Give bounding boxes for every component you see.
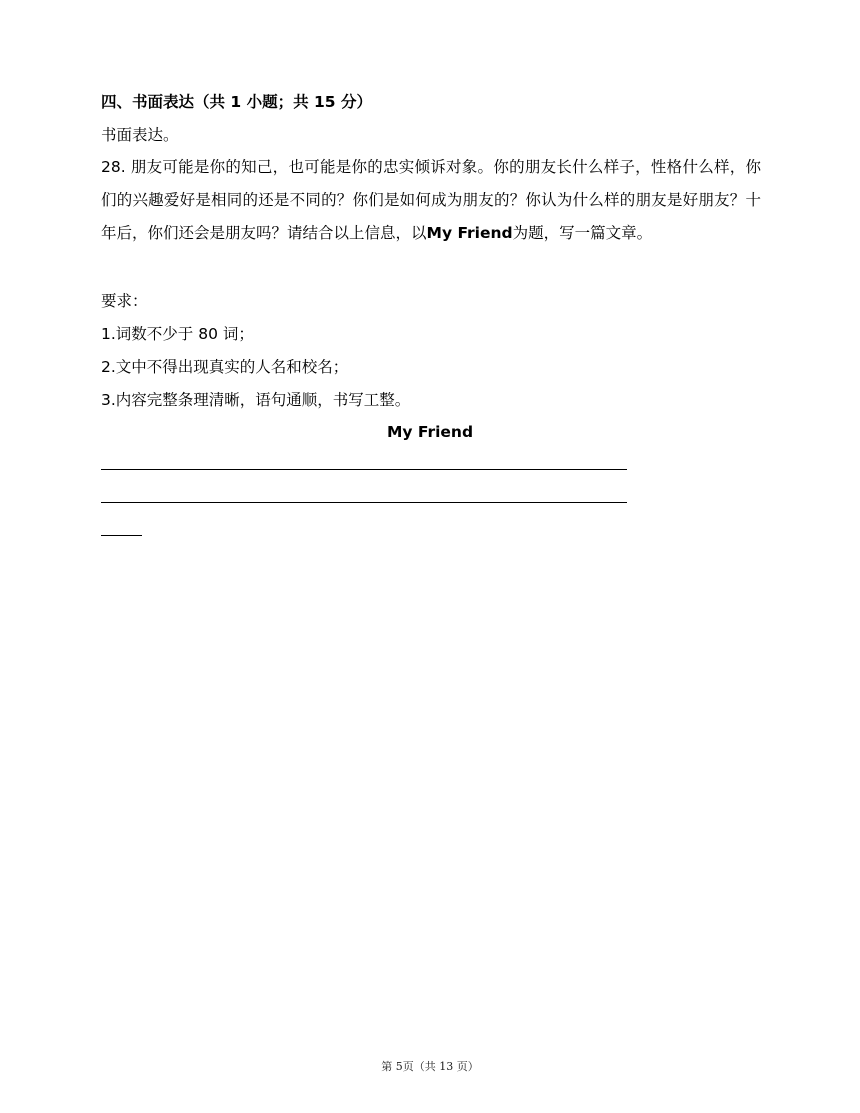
section-heading: 四、书面表达（共 1 小题；共 15 分） — [101, 93, 372, 111]
requirement-item-2: 2.文中不得出现真实的人名和校名； — [101, 358, 349, 376]
requirement-item-1: 1.词数不少于 80 词； — [101, 325, 254, 343]
essay-title: My Friend — [386, 423, 474, 441]
requirement-item-3: 3.内容完整条理清晰，语句通顺，书写工整。 — [101, 391, 411, 409]
answer-line-1 — [101, 469, 627, 470]
question-title-ref: My Friend — [426, 224, 513, 242]
question-body-part1: 朋友可能是你的知己，也可能是你的忠实倾诉对象。你的朋友长什么样子，性格什么样，你们的兴趣爱好是相同的还是不同的？你们是如何成为朋友的？你认为什么样的朋友是好朋友？十年后，你们还会是朋友吗？请结合以上信息，以 — [101, 158, 761, 242]
question-body-part2: 为题，写一篇文章。 — [512, 224, 653, 242]
answer-line-3 — [101, 535, 142, 536]
question-number: 28. — [101, 158, 126, 176]
question-text — [101, 151, 761, 250]
answer-line-2 — [101, 502, 627, 503]
requirements-label: 要求： — [101, 292, 148, 310]
section-subheading: 书面表达。 — [101, 126, 179, 144]
page-footer: 第 5页（共 13 页） — [381, 1060, 479, 1073]
